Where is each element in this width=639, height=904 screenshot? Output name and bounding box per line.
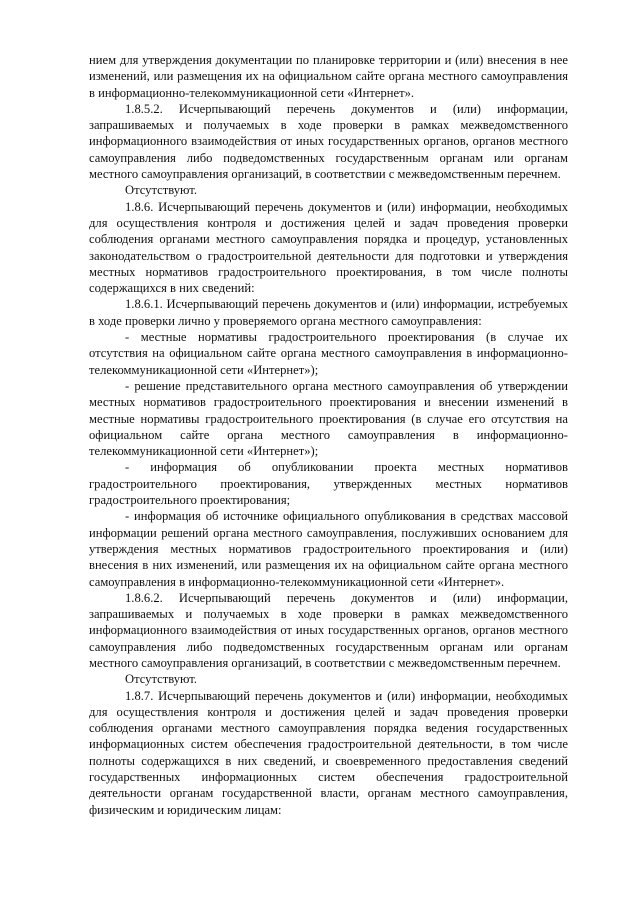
list-item-official-source: - информация об источнике официального опубликования в средствах массовой информации решений органа местного самоуправления, послуживших основанием для утверждения местных нормативов градостроительного проектирования и (или) внесения в них изменений, или размещения их на официальном сайте органа местного самоуправления в информационно-телекоммуникационной сети «Интернет». [89,509,568,589]
paragraph-1-8-6-1: 1.8.6.1. Исчерпывающий перечень документов и (или) информации, истребуемых в ходе проверки лично у проверяемого органа местного самоуправления: [89,297,568,328]
paragraph-1-8-7: 1.8.7. Исчерпывающий перечень документов и (или) информации, необходимых для осуществления контроля и достижения целей и задач проведения проверки соблюдения органами местного самоуправления порядка ведения государственных информационных систем обеспечения градостроительной деятельности, в том числе полноты содержащихся в них сведений, и своевременного предоставления сведений государственных информационных систем обеспечения градостроительной деятельности органам государственной власти, органам местного самоуправления, физическим и юридическим лицам: [89,688,568,817]
paragraph-1-8-6: 1.8.6. Исчерпывающий перечень документов и (или) информации, необходимых для осуществления контроля и достижения целей и задач проведения проверки соблюдения органами местного самоуправления порядка и процедур, установленных законодательством о градостроительной деятельности для подготовки и утверждения местных нормативов градостроительного проектирования, в том числе полноты содержащихся в них сведений: [89,199,568,296]
list-item-council-decision: - решение представительного органа местного самоуправления об утверждении местных нормативов градостроительного проектирования и внесении изменений в местные нормативы градостроительного проектирования (в случае его отсутствия на официальном сайте органа местного самоуправления в информационно-телекоммуникационной сети «Интернет»); [89,378,568,459]
document-page [89,52,568,818]
paragraph-absent-2: Отсутствуют. [125,672,197,687]
list-item-publication-info: - информация об опубликовании проекта местных нормативов градостроительного проектирования, утвержденных местных нормативов градостроительного проектирования; [89,460,568,508]
list-item-local-norms: - местные нормативы градостроительного проектирования (в случае их отсутствия на официальном сайте органа местного самоуправления в информационно-телекоммуникационной сети «Интернет»); [89,330,568,377]
paragraph-absent-1: Отсутствуют. [125,183,197,198]
paragraph-1-8-6-2: 1.8.6.2. Исчерпывающий перечень документов и (или) информации, запрашиваемых и получаемых в ходе проверки в рамках межведомственного информационного взаимодействия от иных государственных органов, органов местного самоуправления либо подведомственных государственным органам или органам местного самоуправления организаций, в соответствии с межведомственным перечнем. [89,590,568,670]
paragraph-1-8-5-2: 1.8.5.2. Исчерпывающий перечень документов и (или) информации, запрашиваемых и получаемых в ходе проверки в рамках межведомственного информационного взаимодействия от иных государственных органов, органов местного самоуправления либо подведомственных государственным органам или органам местного самоуправления организаций, в соответствии с межведомственным перечнем. [89,101,568,182]
paragraph-continuation: нием для утверждения документации по планировке территории и (или) внесения в нее изменений, или размещения их на официальном сайте органа местного самоуправления в информационно-телекоммуникационной сети «Интернет». [89,53,568,100]
